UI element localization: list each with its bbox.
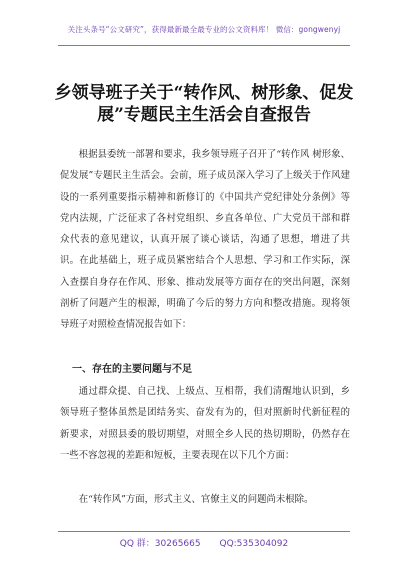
section-heading: 一、存在的主要问题与不足 <box>72 364 192 375</box>
document-title: 乡领导班子关于“转作风、树形象、促发展”专题民主生活会自查报告 <box>54 83 354 125</box>
footer-qq-group: QQ 群：30265665 <box>119 539 201 549</box>
body-paragraph: 通过群众提、自己找、上级点、互相帮，我们清醒地认识到，乡领导班子整体虽然是团结务实、奋发有为的，但对照新时代新征程的新要求，对照县委的殷切期望，对照全乡人民的热切期盼，仍然存在一些不容忽视的差距和短板，主要表现在以下几个方面： <box>60 386 350 461</box>
body-paragraph: 在“转作风”方面，形式主义、官僚主义的问题尚未根除。 <box>78 494 314 505</box>
footer-qq: QQ:535304092 <box>219 539 289 549</box>
header-note: 关注头条号“公文研究”，获得最新最全最专业的公文资料库！ 微信：gongwenyj <box>67 25 341 34</box>
header-divider <box>58 45 350 46</box>
footer-divider <box>58 531 350 532</box>
intro-paragraph: 根据县委统一部署和要求，我乡领导班子召开了“转作风 树形象、促发展”专题民主生活会。会前，班子成员深入学习了上级关于作风建设的一系列重要指示精神和新修订的《中国共产党纪律处分条例》等党内法规，广泛征求了各村党组织、乡直各单位、广大党员干部和群众代表的意见建议，认真开展了谈心谈话，沟通了思想，增进了共识。在此基础上，班子成员紧密结合个人思想、学习和工作实际，深入查摆自身存在作风、形象、推动发展等方面存在的突出问题，深刻剖析了问题产生的根源，明确了今后的努力方向和整改措施。现将领导班子对照检查情况报告如下： <box>60 149 350 331</box>
footer <box>0 536 408 549</box>
